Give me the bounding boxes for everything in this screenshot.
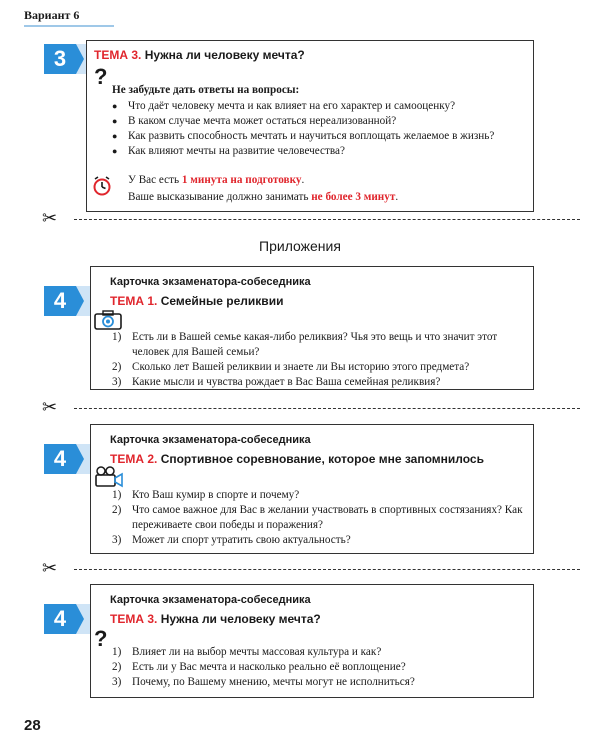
question-mark-icon: ?	[94, 626, 108, 651]
dashed-line	[74, 408, 580, 409]
list-item: 1) Есть ли в Вашей семье какая-либо реликвия? Чья это вещь и что значит этот человек для Вашей семьи?	[112, 331, 498, 358]
card-number-badge: 4	[44, 444, 76, 474]
question-mark-icon: ?	[94, 64, 108, 89]
topic-title: Спортивное соревнование, которое мне запомнилось	[160, 452, 484, 466]
topic-label: ТЕМА 3.	[110, 612, 158, 626]
card1-question-list	[112, 330, 526, 390]
list-item: 2) Что самое важное для Вас в желании участвовать в спортивных состязаниях? Как переживаете свои победы и поражения?	[112, 504, 523, 531]
card-number-badge: 4	[44, 604, 76, 634]
topic-label: ТЕМА 3.	[94, 48, 142, 62]
appendix-title: Приложения	[259, 238, 341, 254]
page-number: 28	[24, 717, 41, 734]
topic-label: ТЕМА 2.	[110, 452, 158, 466]
list-item: 3) Почему, по Вашему мнению, мечты могут не исполниться?	[112, 676, 415, 688]
list-item: ● Как развить способность мечтать и научиться воплощать желаемое в жизнь?	[112, 129, 526, 144]
cut-line	[28, 208, 580, 228]
variant-header: Вариант 6	[24, 8, 80, 22]
card3-topic	[110, 612, 321, 626]
topic-title: Нужна ли человеку мечта?	[144, 48, 305, 62]
task3-topic	[94, 48, 305, 62]
cut-line	[28, 558, 580, 578]
list-item: ● Как влияют мечты на развитие человечества?	[112, 144, 526, 159]
card1-topic	[110, 294, 283, 308]
scissors-icon: ✂	[42, 558, 58, 578]
list-item: 2) Есть ли у Вас мечта и насколько реально её воплощение?	[112, 661, 406, 673]
examiner-card-title: Карточка экзаменатора-собеседника	[110, 434, 311, 446]
dashed-line	[74, 569, 580, 570]
task-number-badge: 3	[44, 44, 76, 74]
video-camera-icon	[94, 466, 124, 488]
topic-title: Нужна ли человеку мечта?	[160, 612, 321, 626]
card2-topic	[110, 452, 484, 466]
list-item: 2) Сколько лет Вашей реликвии и знаете ли Вы историю этого предмета?	[112, 361, 470, 373]
card2-question-list	[112, 488, 526, 548]
topic-title: Семейные реликвии	[160, 294, 284, 308]
task3-prompt: Не забудьте дать ответы на вопросы:	[112, 84, 300, 96]
topic-label: ТЕМА 1.	[110, 294, 158, 308]
header-underline	[24, 25, 114, 27]
list-item: ● Что даёт человеку мечта и как влияет на его характер и самооценку?	[112, 99, 526, 114]
list-item: ● В каком случае мечта может остаться нереализованной?	[112, 114, 526, 129]
list-item: 1) Кто Ваш кумир в спорте и почему?	[112, 489, 300, 501]
card3-question-list	[112, 645, 526, 690]
answer-time-text: Ваше высказывание должно занимать не более 3 минут.	[128, 191, 399, 203]
card-number-badge: 4	[44, 286, 76, 316]
scissors-icon: ✂	[42, 397, 58, 417]
scissors-icon: ✂	[42, 208, 58, 228]
prep-time-text: У Вас есть 1 минута на подготовку.	[128, 174, 305, 186]
examiner-card-title: Карточка экзаменатора-собеседника	[110, 594, 311, 606]
list-item: 1) Влияет ли на выбор мечты массовая культура и как?	[112, 646, 382, 658]
list-item: 3) Может ли спорт утратить свою актуальность?	[112, 534, 351, 546]
task3-question-list	[112, 99, 526, 159]
camera-icon	[94, 310, 122, 330]
dashed-line	[74, 219, 580, 220]
cut-line	[28, 397, 580, 417]
examiner-card-title: Карточка экзаменатора-собеседника	[110, 276, 311, 288]
clock-icon	[92, 176, 112, 196]
list-item: 3) Какие мысли и чувства рождает в Вас Ваша семейная реликвия?	[112, 376, 441, 388]
